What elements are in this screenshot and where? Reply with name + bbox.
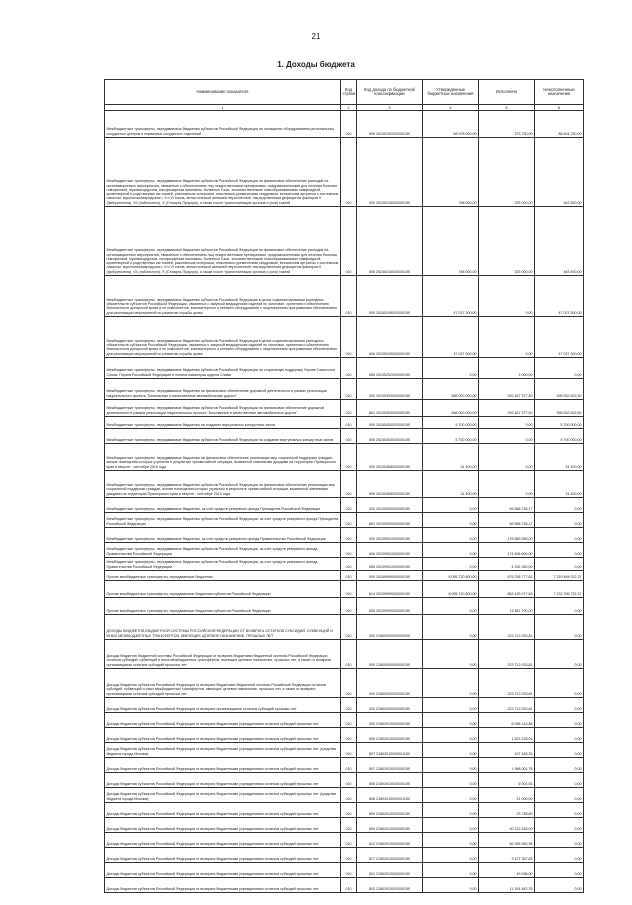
row-kbk: 807 21802010020000150: [357, 758, 423, 773]
row-name: Доходы бюджетов субъектов Российской Федерации от возврата бюджетными учреждениями остатков субсидий прошлых лет: [105, 758, 341, 773]
row-executed: 863 425 077,63: [479, 581, 535, 598]
column-index: 2: [341, 105, 357, 111]
row-unexecuted: 0,00: [535, 728, 584, 743]
table-row: [105, 358, 584, 379]
row-unexecuted: 0,00: [535, 713, 584, 728]
row-executed: 20 212 185,00: [479, 818, 535, 833]
row-name: Доходы бюджетов субъектов Российской Федерации от возврата бюджетами бюджетной системы Российской Федерации остатков субсидий, субвенций и иных межбюджетных трансфертов, имеющих целевое назначение, прошлых лет, а также от возврата организациями остатков субсидий прошлых лет: [105, 669, 341, 698]
row-executed: 1 988 001,76: [479, 758, 535, 773]
row-plan: 0,00: [423, 743, 479, 758]
row-unexecuted: 0,00: [535, 498, 584, 513]
row-line-code: 010: [341, 543, 357, 558]
row-plan: 0,00: [423, 773, 479, 788]
row-kbk: 814 20249999020000150: [357, 581, 423, 598]
row-unexecuted: 0,00: [535, 878, 584, 893]
row-kbk: 000 20245393020000150: [357, 379, 423, 400]
row-plan: 0,00: [423, 528, 479, 543]
row-unexecuted: 0,00: [535, 543, 584, 558]
row-unexecuted: 0,00: [535, 863, 584, 878]
row-executed: 6 001,53: [479, 773, 535, 788]
row-executed: 223 712 033,81: [479, 615, 535, 640]
table-row: [105, 111, 584, 138]
row-executed: 0,00: [479, 317, 535, 358]
table-row: [105, 379, 584, 400]
row-plan: 0,00: [423, 669, 479, 698]
row-name: Межбюджетные трансферты, передаваемые бюджетам субъектов Российской Федерации, за счет средств резервного фонда Президента Российской Федерации: [105, 513, 341, 528]
row-plan: 0,00: [423, 698, 479, 713]
row-kbk: 000 20245453020000150: [357, 417, 423, 429]
row-line-code: 010: [341, 713, 357, 728]
row-unexecuted: 0,00: [535, 848, 584, 863]
row-kbk: 808 20245453020000150: [357, 429, 423, 444]
row-line-code: 010: [341, 207, 357, 276]
column-index: 3: [357, 105, 423, 111]
table-row: [105, 513, 584, 528]
row-kbk: 855 20249001020000150: [357, 558, 423, 571]
row-line-code: 010: [341, 878, 357, 893]
row-unexecuted: 463 500,00: [535, 207, 584, 276]
row-name: Доходы бюджетов субъектов Российской Федерации от возврата бюджетными учреждениями остатков субсидий прошлых лет: [105, 803, 341, 818]
row-plan: 788 500,00: [423, 138, 479, 207]
table-row: [105, 698, 584, 713]
table-row: [105, 833, 584, 848]
row-kbk: 000 20245468020000150: [357, 444, 423, 471]
table-row: [105, 138, 584, 207]
row-executed: 6 058 143,88: [479, 713, 535, 728]
row-unexecuted: 0,00: [535, 758, 584, 773]
column-index: 4: [423, 105, 479, 111]
row-plan: 5 700 000,00: [423, 429, 479, 444]
row-plan: 0,00: [423, 878, 479, 893]
row-name: Доходы бюджетов субъектов Российской Федерации от возврата бюджетными учреждениями остатков субсидий прошлых лет: [105, 833, 341, 848]
row-unexecuted: 31 400,00: [535, 444, 584, 471]
row-name: Межбюджетные трансферты, передаваемые бюджетам на финансовое обеспечение реализации мер социальной поддержки граждан, жилые помещения которых утрачены в результате чрезвычайной ситуации, вызванной ливневыми дождями на территории Приморского края в августе - сентябре 2016 года: [105, 444, 341, 471]
row-executed: 223 712 033,81: [479, 698, 535, 713]
row-executed: 223 712 033,81: [479, 640, 535, 669]
row-name: Доходы бюджетов субъектов Российской Федерации от возврата бюджетными учреждениями остатков субсидий прошлых лет: [105, 728, 341, 743]
table-row: [105, 400, 584, 417]
row-executed: 11 161 842,76: [479, 878, 535, 893]
row-kbk: 806 20245249020000150: [357, 317, 423, 358]
row-unexecuted: 7 219 484 022,37: [535, 571, 584, 581]
row-plan: 0,00: [423, 640, 479, 669]
row-unexecuted: 47 027 300,00: [535, 276, 584, 317]
table-row: [105, 317, 584, 358]
row-line-code: 010: [341, 640, 357, 669]
row-kbk: 000 20245216020000150: [357, 138, 423, 207]
header-executed: Исполнено: [479, 80, 535, 105]
row-plan: 0,00: [423, 728, 479, 743]
row-executed: 59 588 735,17: [479, 498, 535, 513]
table-row: [105, 276, 584, 317]
row-executed: 21 000,00: [479, 788, 535, 803]
row-kbk: 809 21802010020000150: [357, 803, 423, 818]
table-row: [105, 773, 584, 788]
column-index: 5: [479, 105, 535, 111]
row-name: Межбюджетные трансферты, передаваемые бюджетам субъектов Российской Федерации в целях софинансирования расходных обязательств субъектов Российской Федерации, связанных с закупкой медицинских изделий по заготовке, хранению и обеспечению безопасности донорской крови и ее компонентов, компьютерного и сетевого оборудования с лицензионным программным обеспечением для реализации мероприятий по развитию службы крови: [105, 317, 341, 358]
table-row: [105, 615, 584, 640]
row-unexecuted: 0,00: [535, 743, 584, 758]
row-name: Межбюджетные трансферты, передаваемые бюджетам, за счет средств резервного фонда Президента Российской Федерации: [105, 498, 341, 513]
row-line-code: 010: [341, 788, 357, 803]
row-executed: 2 000,00: [479, 358, 535, 379]
row-line-code: 010: [341, 615, 357, 640]
table-row: [105, 743, 584, 758]
row-plan: 8 095 720 800,00: [423, 571, 479, 581]
row-plan: 0,00: [423, 358, 479, 379]
row-unexecuted: 5 700 000,00: [535, 429, 584, 444]
row-unexecuted: 0,00: [535, 833, 584, 848]
row-plan: 0,00: [423, 513, 479, 528]
row-kbk: 807 21802010020001150: [357, 743, 423, 758]
table-row: [105, 788, 584, 803]
row-kbk: 000 20249000000000150: [357, 498, 423, 513]
row-kbk: 000 20249999000000150: [357, 571, 423, 581]
row-line-code: 010: [341, 598, 357, 615]
header-plan: Утвержденные бюджетные назначения: [423, 80, 479, 105]
row-unexecuted: 0,00: [535, 598, 584, 615]
row-plan: 0,00: [423, 758, 479, 773]
row-kbk: 000 21800000000000000: [357, 615, 423, 640]
row-line-code: 010: [341, 571, 357, 581]
row-name: Доходы бюджетов субъектов Российской Федерации от возврата бюджетными учреждениями остатков субсидий прошлых лет (средства бюджета города Москвы): [105, 788, 341, 803]
income-table: [104, 79, 584, 893]
row-line-code: 010: [341, 276, 357, 317]
row-name: Межбюджетные трансферты, передаваемые бюджетам субъектов Российской Федерации на создание виртуальных концертных залов: [105, 429, 341, 444]
table-row: [105, 543, 584, 558]
row-executed: 0,00: [479, 444, 535, 471]
table-row: [105, 669, 584, 698]
row-unexecuted: 88 604 750,00: [535, 111, 584, 138]
row-plan: 0,00: [423, 833, 479, 848]
row-kbk: 000 20245249020000150: [357, 276, 423, 317]
row-plan: 0,00: [423, 543, 479, 558]
row-plan: 0,00: [423, 788, 479, 803]
row-executed: 23 788,80: [479, 803, 535, 818]
row-plan: 0,00: [423, 863, 479, 878]
row-name: Межбюджетные трансферты, передаваемые бюджетам на создание виртуальных концертных залов: [105, 417, 341, 429]
row-unexecuted: 0,00: [535, 513, 584, 528]
table-row: [105, 571, 584, 581]
table-row: [105, 471, 584, 498]
row-line-code: 010: [341, 138, 357, 207]
row-executed: 174 596 600,00: [479, 543, 535, 558]
row-name: Межбюджетные трансферты, передаваемые бюджетам субъектов Российской Федерации в целях софинансирования расходных обязательств субъектов Российской Федерации, связанных с закупкой медицинских изделий по заготовке, хранению и обеспечению безопасности донорской крови и ее компонентов, компьютерного и сетевого оборудования с лицензионным программным обеспечением для реализации мероприятий по развитию службы крови: [105, 276, 341, 317]
row-line-code: 010: [341, 863, 357, 878]
table-row: [105, 598, 584, 615]
table-row: [105, 640, 584, 669]
row-line-code: 010: [341, 400, 357, 417]
row-kbk: 806 20245468020000150: [357, 471, 423, 498]
table-row: [105, 803, 584, 818]
row-kbk: 808 21802010020001150: [357, 788, 423, 803]
row-name: Доходы бюджетов бюджетной системы Российской Федерации от возврата бюджетами бюджетной системы Российской Федерации остатков субсидий, субвенций и иных межбюджетных трансфертов, имеющих целевое назначение, прошлых лет, а также от возврата организациями остатков субсидий прошлых лет: [105, 640, 341, 669]
row-unexecuted: 0,00: [535, 698, 584, 713]
row-name: Доходы бюджетов субъектов Российской Федерации от возврата бюджетными учреждениями остатков субсидий прошлых лет (средства бюджета города Москвы): [105, 743, 341, 758]
row-plan: 0,00: [423, 498, 479, 513]
row-executed: 178 889 280,00: [479, 528, 535, 543]
header-kbk: Код дохода по бюджетной классификации: [357, 80, 423, 105]
row-executed: 1 823 228,01: [479, 728, 535, 743]
row-line-code: 010: [341, 803, 357, 818]
table-row: [105, 713, 584, 728]
row-executed: 0,00: [479, 417, 535, 429]
row-kbk: 808 21802010020000150: [357, 773, 423, 788]
row-line-code: 010: [341, 698, 357, 713]
row-plan: 8 095 720 800,00: [423, 581, 479, 598]
table-row: [105, 728, 584, 743]
row-line-code: 010: [341, 317, 357, 358]
row-executed: 59 588 735,17: [479, 513, 535, 528]
row-name: Доходы бюджетов субъектов Российской Федерации от возврата бюджетными учреждениями остатков субсидий прошлых лет: [105, 713, 341, 728]
table-row: [105, 878, 584, 893]
row-unexecuted: 0,00: [535, 669, 584, 698]
row-kbk: 809 21802010020000150: [357, 818, 423, 833]
row-executed: 325 000,00: [479, 138, 535, 207]
row-kbk: 855 20249999020000150: [357, 598, 423, 615]
row-name: ДОХОДЫ БЮДЖЕТОВ БЮДЖЕТНОЙ СИСТЕМЫ РОССИЙСКОЙ ФЕДЕРАЦИИ ОТ ВОЗВРАТА ОСТАТКОВ СУБСИДИЙ, СУБВЕНЦИЙ И ИНЫХ МЕЖБЮДЖЕТНЫХ ТРАНСФЕРТОВ, ИМЕЮЩИХ ЦЕЛЕВОЕ НАЗНАЧЕНИЕ, ПРОШЛЫХ ЛЕТ: [105, 615, 341, 640]
table-row: [105, 444, 584, 471]
row-unexecuted: 395 532 622,50: [535, 379, 584, 400]
row-line-code: 010: [341, 358, 357, 379]
section-title: 1. Доходы бюджета: [277, 60, 355, 69]
row-name: Межбюджетные трансферты, передаваемые бюджетам субъектов Российской Федерации на финансовое обеспечение реализации мер социальной поддержки граждан, жилые помещения которых утрачены в результате чрезвычайной ситуации, вызванной ливневыми дождями на территории Приморского края в августе - сентябре 2016 года: [105, 471, 341, 498]
row-line-code: 010: [341, 728, 357, 743]
row-name: Межбюджетные трансферты, передаваемые бюджетам на финансовое обеспечение дорожной деятельности в рамках реализации национального проекта "Безопасные и качественные автомобильные дороги": [105, 379, 341, 400]
row-kbk: 000 21802010020000150: [357, 713, 423, 728]
row-plan: 0,00: [423, 598, 479, 615]
table-header-row: [105, 80, 584, 105]
row-name: Прочие межбюджетные трансферты, передаваемые бюджетам: [105, 571, 341, 581]
row-plan: 0,00: [423, 848, 479, 863]
row-executed: 3 127 357,85: [479, 848, 535, 863]
row-name: Прочие межбюджетные трансферты, передаваемые бюджетам субъектов Российской Федерации: [105, 581, 341, 598]
row-plan: 5 700 000,00: [423, 417, 479, 429]
row-unexecuted: 0,00: [535, 528, 584, 543]
row-executed: 0,00: [479, 429, 535, 444]
row-executed: 325 000,00: [479, 207, 535, 276]
row-unexecuted: 463 500,00: [535, 138, 584, 207]
row-plan: 0,00: [423, 558, 479, 571]
row-unexecuted: 5 700 000,00: [535, 417, 584, 429]
row-name: Межбюджетные трансферты, передаваемые бюджетам субъектов Российской Федерации, за счет средств резервного фонда Правительства Российской Федерации: [105, 543, 341, 558]
row-kbk: 806 20245216020000150: [357, 207, 423, 276]
row-name: Межбюджетные трансферты, передаваемые бюджетам субъектов Российской Федерации на финансовое обеспечение дорожной деятельности в рамках реализации национального проекта "Безопасные и качественные автомобильные дороги": [105, 400, 341, 417]
row-name: Доходы бюджетов субъектов Российской Федерации от возврата бюджетными учреждениями остатков субсидий прошлых лет: [105, 773, 341, 788]
row-unexecuted: 7 232 295 722,37: [535, 581, 584, 598]
row-unexecuted: 0,00: [535, 773, 584, 788]
row-kbk: 812 21802010020000150: [357, 833, 423, 848]
row-executed: 59 285 940,96: [479, 833, 535, 848]
row-unexecuted: 0,00: [535, 640, 584, 669]
row-kbk: 861 20249000020000150: [357, 513, 423, 528]
row-executed: 4 292 280,00: [479, 558, 535, 571]
row-plan: 47 027 300,00: [423, 276, 479, 317]
row-executed: 0,00: [479, 471, 535, 498]
table-row: [105, 581, 584, 598]
row-name: Доходы бюджетов субъектов Российской Федерации от возврата бюджетными учреждениями остатков субсидий прошлых лет: [105, 818, 341, 833]
row-line-code: 010: [341, 513, 357, 528]
row-kbk: 806 20245192020000150: [357, 111, 423, 138]
row-line-code: 010: [341, 471, 357, 498]
table-row: [105, 863, 584, 878]
row-plan: 0,00: [423, 803, 479, 818]
row-line-code: 010: [341, 773, 357, 788]
row-unexecuted: 0,00: [535, 788, 584, 803]
table-row: [105, 417, 584, 429]
row-name: Доходы бюджетов субъектов Российской Федерации от возврата бюджетными учреждениями остатков субсидий прошлых лет: [105, 848, 341, 863]
row-plan: 31 400,00: [423, 444, 479, 471]
table-row: [105, 758, 584, 773]
row-line-code: 010: [341, 669, 357, 698]
row-plan: 31 400,00: [423, 471, 479, 498]
row-line-code: 010: [341, 848, 357, 863]
row-line-code: 010: [341, 758, 357, 773]
table-row: [105, 818, 584, 833]
row-line-code: 010: [341, 743, 357, 758]
row-kbk: 831 21802010020000150: [357, 863, 423, 878]
row-kbk: 000 21800000020000150: [357, 669, 423, 698]
row-unexecuted: 0,00: [535, 818, 584, 833]
row-line-code: 010: [341, 444, 357, 471]
row-plan: 47 027 300,00: [423, 317, 479, 358]
row-kbk: 817 21802010020000150: [357, 848, 423, 863]
row-name: Доходы бюджетов субъектов Российской Федерации от возврата организациями остатков субсидий прошлых лет: [105, 698, 341, 713]
table-row: [105, 558, 584, 571]
row-name: Доходы бюджетов субъектов Российской Федерации от возврата бюджетными учреждениями остатков субсидий прошлых лет: [105, 878, 341, 893]
row-kbk: 861 20245393020000150: [357, 400, 423, 417]
row-name: Межбюджетные трансферты, передаваемые бюджетам, за счет средств резервного фонда Правительства Российской Федерации: [105, 528, 341, 543]
row-executed: 0,00: [479, 276, 535, 317]
row-kbk: 806 21802010020000150: [357, 728, 423, 743]
row-line-code: 010: [341, 833, 357, 848]
row-plan: 688 000 000,00: [423, 379, 479, 400]
row-kbk: 000 21800000000000150: [357, 640, 423, 669]
row-plan: 0,00: [423, 713, 479, 728]
row-executed: 373 750,00: [479, 111, 535, 138]
table-row: [105, 207, 584, 276]
row-line-code: 010: [341, 818, 357, 833]
row-unexecuted: 0,00: [535, 358, 584, 379]
row-plan: 688 000 000,00: [423, 400, 479, 417]
row-kbk: 806 20249001020000150: [357, 543, 423, 558]
row-executed: 876 236 777,63: [479, 571, 535, 581]
header-unexecuted: Неисполненные назначения: [535, 80, 584, 105]
row-name: Прочие межбюджетные трансферты, передаваемые бюджетам субъектов Российской Федерации: [105, 598, 341, 615]
row-line-code: 010: [341, 379, 357, 400]
row-executed: 292 467 377,50: [479, 400, 535, 417]
table-row: [105, 528, 584, 543]
row-line-code: 010: [341, 581, 357, 598]
column-index: 6: [535, 105, 584, 111]
table-row: [105, 429, 584, 444]
row-executed: 49 296,00: [479, 863, 535, 878]
row-unexecuted: 395 532 622,50: [535, 400, 584, 417]
row-name: Межбюджетные трансферты, передаваемые бюджетам субъектов Российской Федерации, за счет средств резервного фонда Правительства Российской Федерации: [105, 558, 341, 571]
header-name: Наименование показателя: [105, 80, 341, 105]
row-executed: 292 467 377,50: [479, 379, 535, 400]
header-line-code: Код строки: [341, 80, 357, 105]
column-index: 1: [105, 105, 341, 111]
row-line-code: 010: [341, 429, 357, 444]
row-name: Межбюджетные трансферты, передаваемые бюджетам субъектов Российской Федерации на оснащение оборудованием региональных сосудистых центров и первичных сосудистых отделений: [105, 111, 341, 138]
row-line-code: 010: [341, 528, 357, 543]
row-line-code: 010: [341, 417, 357, 429]
row-name: Межбюджетные трансферты, передаваемые бюджетам субъектов Российской Федерации на финансовое обеспечение расходов на организационные мероприятия, связанные с обеспечением лиц лекарственными препаратами, предназначенными для лечения больных гемофилией, муковисцидозом, гипофизарным нанизмом, болезнью Гоше, злокачественными новообразованиями лимфоидной, кроветворной и родственных им тканей, рассеянным склерозом, гемолитико-уремическим синдромом, юношеским артритом с системным началом, мукополисахаридозом I, II и VI типов, апластической анемией неуточненной, наследственным дефицитом факторов II (фибриногена), VII (лабильного), X (Стюарта-Прауэра), а также после трансплантации органов и (или) тканей: [105, 207, 341, 276]
row-executed: 223 712 033,81: [479, 669, 535, 698]
row-name: Доходы бюджетов субъектов Российской Федерации от возврата бюджетными учреждениями остатков субсидий прошлых лет: [105, 863, 341, 878]
row-plan: 0,00: [423, 818, 479, 833]
row-unexecuted: 31 400,00: [535, 471, 584, 498]
row-unexecuted: 47 027 300,00: [535, 317, 584, 358]
row-line-code: 010: [341, 558, 357, 571]
row-executed: 107 445,35: [479, 743, 535, 758]
table-row: [105, 498, 584, 513]
row-kbk: 000 21802000020000150: [357, 698, 423, 713]
row-unexecuted: 0,00: [535, 615, 584, 640]
row-executed: 12 811 700,00: [479, 598, 535, 615]
row-unexecuted: 0,00: [535, 803, 584, 818]
page-number: 21: [311, 32, 321, 41]
row-unexecuted: 0,00: [535, 558, 584, 571]
row-line-code: 010: [341, 498, 357, 513]
row-kbk: 000 20249001000000150: [357, 528, 423, 543]
row-kbk: 842 21802010020000150: [357, 878, 423, 893]
row-plan: 0,00: [423, 615, 479, 640]
row-plan: 88 978 500,00: [423, 111, 479, 138]
row-kbk: 855 20245252020000150: [357, 358, 423, 379]
row-name: Межбюджетные трансферты, передаваемые бюджетам субъектов Российской Федерации на финансовое обеспечение расходов на организационные мероприятия, связанные с обеспечением лиц лекарственными препаратами, предназначенными для лечения больных гемофилией, муковисцидозом, гипофизарным нанизмом, болезнью Гоше, злокачественными новообразованиями лимфоидной, кроветворной и родственных им тканей, рассеянным склерозом, гемолитико-уремическим синдромом, юношеским артритом с системным началом, мукополисахаридозом I, II и VI типов, апластической анемией неуточненной, наследственным дефицитом факторов II (фибриногена), VII (лабильного), X (Стюарта-Прауэра), а также после трансплантации органов и (или) тканей: [105, 138, 341, 207]
row-name: Межбюджетные трансферты, передаваемые бюджетам субъектов Российской Федерации на социальную поддержку Героев Советского Союза, Героев Российской Федерации и полных кавалеров ордена Славы: [105, 358, 341, 379]
row-line-code: 010: [341, 111, 357, 138]
table-row: [105, 848, 584, 863]
row-plan: 788 500,00: [423, 207, 479, 276]
